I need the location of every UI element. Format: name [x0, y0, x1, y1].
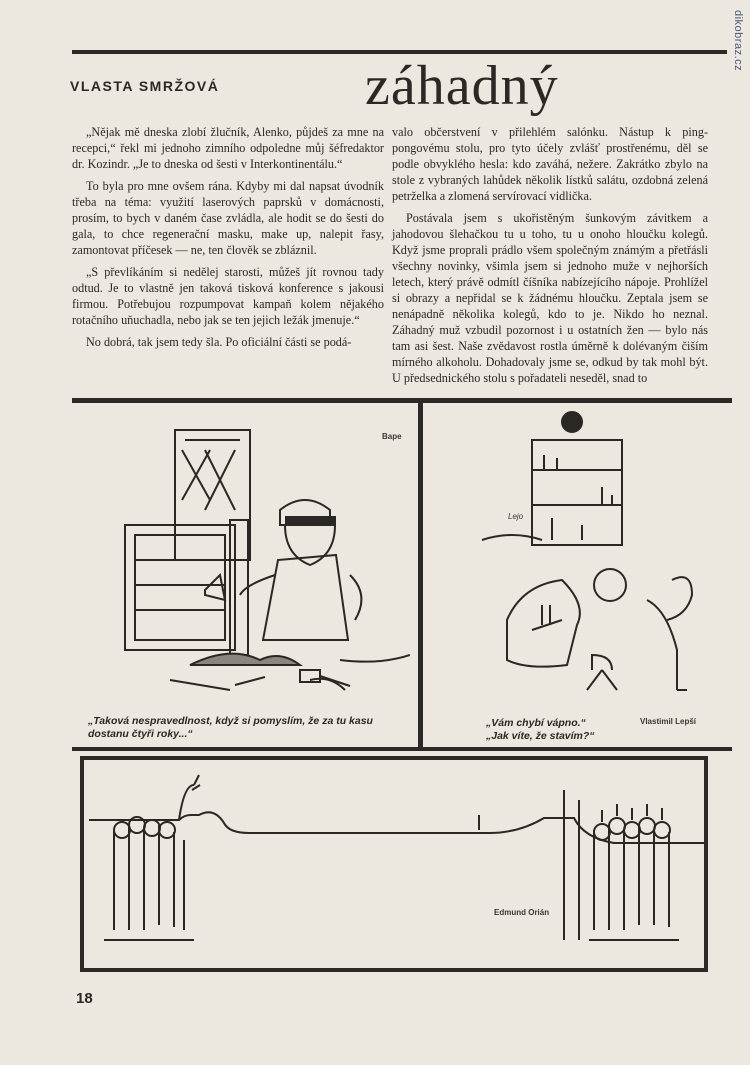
cartoon-signature: Bape — [382, 432, 402, 441]
cartoon-signature: Lejo — [508, 512, 524, 521]
cartoon-caption: „Vám chybí vápno.“ „Jak víte, že stavím?“ — [486, 717, 595, 742]
cartoon-doctor — [432, 410, 722, 710]
doctor-illustration — [432, 410, 722, 710]
cartoon-bottom-rule — [72, 747, 732, 751]
paragraph: „Nějak mě dneska zlobí žlučník, Alenko, půjdeš za mne na recepci,“ řekl mi jednoho zimního odpoledne můj šéfredaktor dr. Kozindr. „Je to dneska od šesti v Interkontinentálu.“ — [72, 125, 384, 171]
cartoon-caption: „Taková nespravedlnost, když si pomyslím, že za tu kasu dostanu čtyři roky...“ — [88, 715, 373, 740]
article-column-1 — [72, 124, 384, 356]
paragraph: Postávala jsem s ukořistěným šunkovým závitkem a jahodovou šlehačkou tu u toho, tu u onoho hloučku kolegů. Když jsme proprali prádlo všem společným známým a přetřásli všechny novinky, všimla jsem si jednoho muže v nejhorších letech, který právě odmítl číšníka nabízejícího nápoje. Prohlížel si obrazy a nepřidal se k žádnému hloučku. Zeptala jsem se nenápadně několika kolegů, kdo to je. Nikdo ho neznal. Záhadný muž vzbudil pozornost i u ostatních žen — bylo nás tam asi šest. Naše zvědavost rostla úměrně k dolévaným čiším mírného alkoholu. Dohadovaly jsme se, odkud by tak mohl být. U předsednického stolu s pořadateli neseděl, snad to — [392, 211, 708, 385]
cartoon-top-rule — [72, 398, 732, 403]
watermark: dikobraz.cz — [732, 10, 744, 72]
paragraph: To byla pro mne ovšem rána. Kdyby mi dal napsat úvodník třeba na téma: využití laserových paprsků v domácnosti, prosím, to bych v daném čase zvládla, ale hodit se do šesti do gala, to chce regenerační masku, make up, nalepit řasy, zamontovat příčesek — ne, ten člověk se zbláznil. — [72, 179, 384, 257]
top-rule — [72, 50, 727, 54]
page-number: 18 — [76, 990, 93, 1007]
cartoon-author: Vlastimil Lepší — [640, 717, 697, 726]
paragraph: „S převlíkáním si nedělej starosti, můžeš jít rovnou tady odtud. Je to vlastně jen taková tisková konference s jakousi firmou. Potřebujou rozpumpovat kampaň kolem nějakého rotačního uňuchadla, nebo jak se ten jejich ležák jmenuje.“ — [72, 265, 384, 327]
cartoon-author: Edmund Orián — [494, 908, 550, 917]
cartoon-burglar — [110, 410, 410, 710]
soldiers-illustration — [84, 760, 704, 968]
cartoon-divider — [418, 402, 423, 747]
article-title: záhadný — [365, 55, 559, 117]
article-author: VLASTA SMRŽOVÁ — [70, 78, 220, 94]
paragraph: valo občerstvení v přilehlém salónku. Nástup k ping-pongovému stolu, pro tyto účely zvlášť prostřenému, děl se podle obvyklého hesla: kdo zaváhá, nežere. Zakrátko zbylo na stole z vybraných lahůdek několik lístků salátu, ozdobná zelená petrželka a zlomená servírovací vidlička. — [392, 125, 708, 203]
article-column-2 — [392, 124, 708, 392]
burglar-illustration — [110, 410, 410, 710]
cartoon-soldiers-frame — [80, 756, 708, 972]
paragraph: No dobrá, tak jsem tedy šla. Po oficiální části se podá- — [86, 335, 352, 349]
